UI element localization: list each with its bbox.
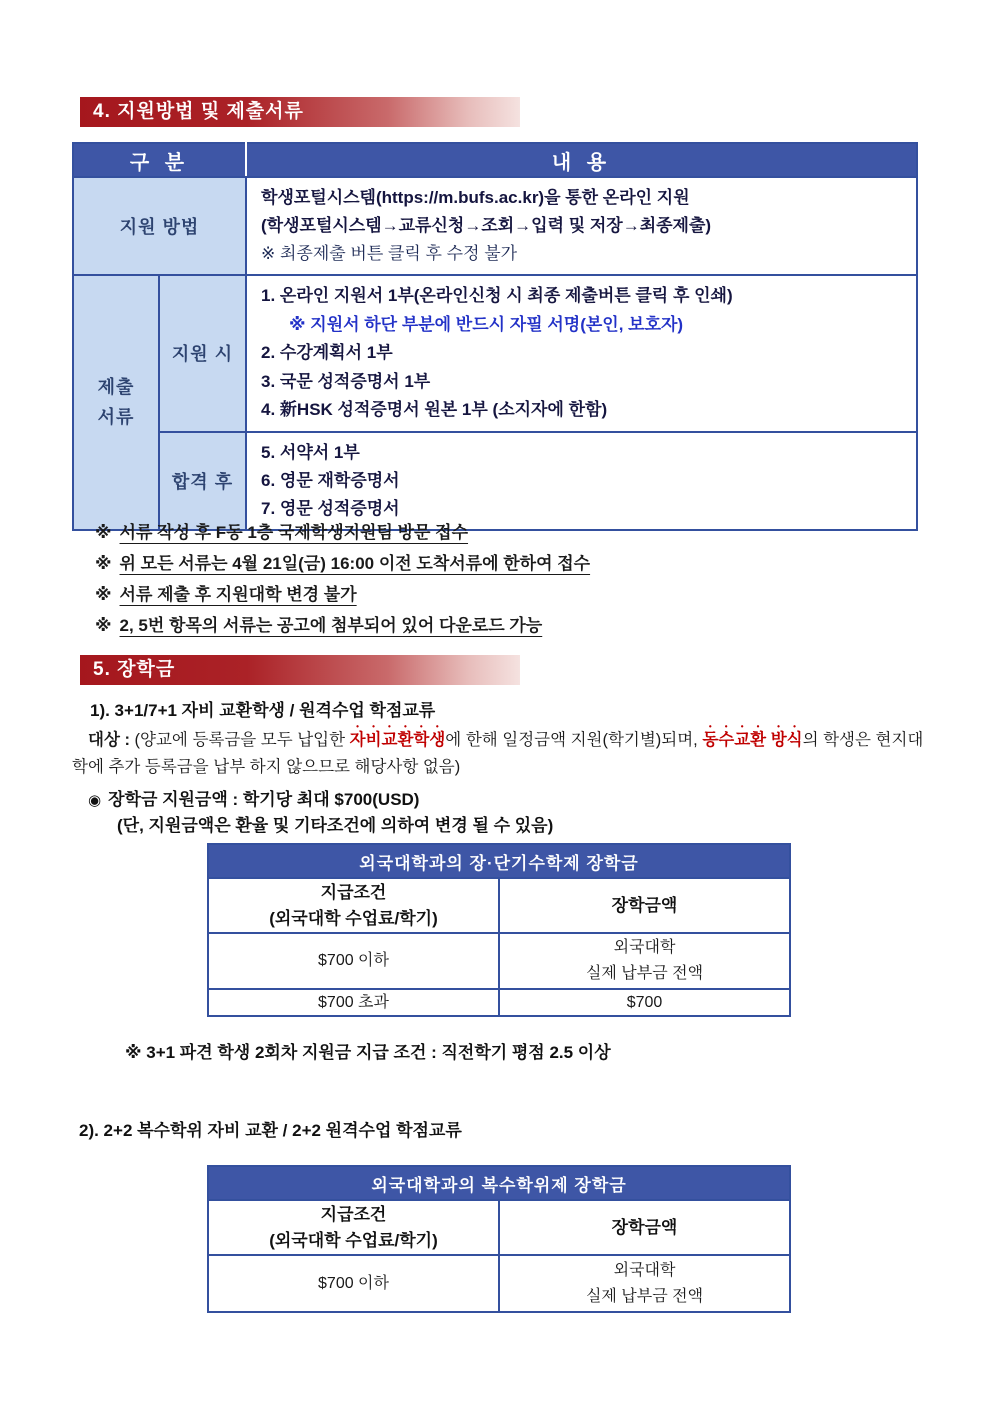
scholarship-table2-container: [207, 1165, 791, 1313]
apply-method-content: [246, 177, 917, 275]
target-label: 대상 :: [88, 731, 135, 749]
documents-label: [73, 275, 159, 530]
target-emphasis-reciprocal: 동수교환 방식: [702, 731, 803, 749]
target-emphasis-self-funded: 자비교환학생: [349, 731, 446, 749]
application-table: [72, 142, 918, 531]
table2-col1-header: 지급조건 (외국대학 수업료/학기): [208, 1200, 499, 1255]
table-header-row: [73, 143, 917, 177]
table-row-documents-at-apply: [73, 275, 917, 432]
note-deadline: ※ 위 모든 서류는 4월 21일(금) 16:00 이전 도착서류에 한하여 접수: [95, 554, 591, 573]
scholarship-sub2-heading: 2). 2+2 복수학위 자비 교환 / 2+2 원격수업 학점교류: [79, 1121, 462, 1140]
asterisk-mark: ※: [95, 523, 112, 542]
scholarship-condition-line: (단, 지원금액은 환율 및 기타조건에 의하여 변경 될 수 있음): [117, 816, 554, 835]
at-apply-content: [246, 275, 917, 432]
table2-title-row: [208, 1166, 790, 1200]
table1-row2-amount: $700: [499, 989, 790, 1016]
scholarship-table-short-term: [207, 843, 791, 1017]
table1-col2-header: 장학금액: [499, 878, 790, 933]
target-text-mid: 에 한해 일정금액 지원(학기별)되며,: [445, 731, 703, 749]
doc-item-6: 6. 영문 재학증명서: [261, 470, 400, 490]
note-visit: ※ 서류 작성 후 F동 1층 국제학생지원팀 방문 접수: [95, 523, 469, 542]
scholarship-table-dual-degree: [207, 1165, 791, 1313]
table2-row1-amount: 외국대학 실제 납부금 전액: [499, 1255, 790, 1312]
asterisk-mark: ※: [95, 616, 112, 635]
table1-title-row: [208, 844, 790, 878]
table2-header-row: [208, 1200, 790, 1255]
table1-row1-condition: $700 이하: [208, 933, 499, 989]
scholarship-gpa-note: ※ 3+1 파견 학생 2회차 지원금 지급 조건 : 직전학기 평점 2.5 이상: [125, 1043, 611, 1062]
asterisk-mark: ※: [95, 554, 112, 573]
table-row-apply-method: [73, 177, 917, 275]
documents-label-line2: 서류: [97, 407, 135, 428]
section5-title: 5. 장학금: [93, 659, 176, 680]
apply-line-warning: ※ 최종제출 버튼 클릭 후 수정 불가: [261, 244, 518, 263]
doc-item-3: 3. 국문 성적증명서 1부: [261, 371, 431, 391]
section4-title: 4. 지원방법 및 제출서류: [93, 101, 304, 122]
doc-item-1: 1. 온라인 지원서 1부(온라인신청 시 최종 제출버튼 클릭 후 인쇄): [261, 286, 733, 305]
note-download: ※ 2, 5번 항목의 서류는 공고에 첨부되어 있어 다운로드 가능: [95, 616, 543, 635]
table1-row1-amount: 외국대학 실제 납부금 전액: [499, 933, 790, 989]
at-apply-label: 지원 시: [159, 275, 246, 432]
table-row-documents-after-accept: [73, 432, 917, 530]
after-accept-content: [246, 432, 917, 530]
target-text-pre: (양교에 등록금을 모두 납입한: [134, 731, 350, 749]
after-accept-label: 합격 후: [159, 432, 246, 530]
table1-row-over700: [208, 989, 790, 1016]
doc-item-7: 7. 영문 성적증명서: [261, 498, 400, 518]
table2-col2-header: 장학금액: [499, 1200, 790, 1255]
asterisk-mark: ※: [95, 585, 112, 604]
column-header-category: 구 분: [73, 143, 246, 177]
target-text-post: 의 학생은 현지대학에 추가 등록금을 납부 하지 않으므로 해당사항 없음): [72, 731, 924, 776]
documents-label-line1: 제출: [97, 377, 135, 398]
doc-item-2: 2. 수강계획서 1부: [261, 343, 393, 363]
scholarship-target-paragraph: [72, 722, 934, 781]
doc-item-1-note: ※ 지원서 하단 부분에 반드시 자필 서명(본인, 보호자): [289, 314, 684, 334]
scholarship-sub1-heading: 1). 3+1/7+1 자비 교환학생 / 원격수업 학점교류: [90, 701, 436, 720]
submission-notes: [95, 518, 590, 642]
table1-header-row: [208, 878, 790, 933]
table1-row-under700: [208, 933, 790, 989]
column-header-content: 내 용: [246, 143, 917, 177]
apply-line-portal: 학생포털시스템(https://m.bufs.ac.kr)을 통한 온라인 지원: [261, 188, 690, 207]
scholarship-table1-container: [207, 843, 791, 1017]
section4-title-bar: [80, 97, 520, 127]
doc-item-5: 5. 서약서 1부: [261, 442, 360, 462]
fisheye-bullet-icon: ◉: [88, 792, 102, 809]
table1-row2-condition: $700 초과: [208, 989, 499, 1016]
table2-row-under700: [208, 1255, 790, 1312]
note-no-change: ※ 서류 제출 후 지원대학 변경 불가: [95, 585, 357, 604]
section5-title-bar: [80, 655, 520, 685]
scholarship-amount-line: [88, 785, 419, 810]
application-table-container: [72, 142, 918, 531]
doc-item-4: 4. 新HSK 성적증명서 원본 1부 (소지자에 한함): [261, 400, 608, 420]
scholarship-amount-text: 장학금 지원금액 : 학기당 최대 $700(USD): [108, 790, 420, 809]
apply-line-path: (학생포털시스템→교류신청→조회→입력 및 저장→최종제출): [261, 216, 712, 235]
table2-title: 외국대학과의 복수학위제 장학금: [208, 1166, 790, 1200]
table2-row1-condition: $700 이하: [208, 1255, 499, 1312]
apply-method-label: 지원 방법: [73, 177, 246, 275]
table1-col1-header: 지급조건 (외국대학 수업료/학기): [208, 878, 499, 933]
table1-title: 외국대학과의 장·단기수학제 장학금: [208, 844, 790, 878]
